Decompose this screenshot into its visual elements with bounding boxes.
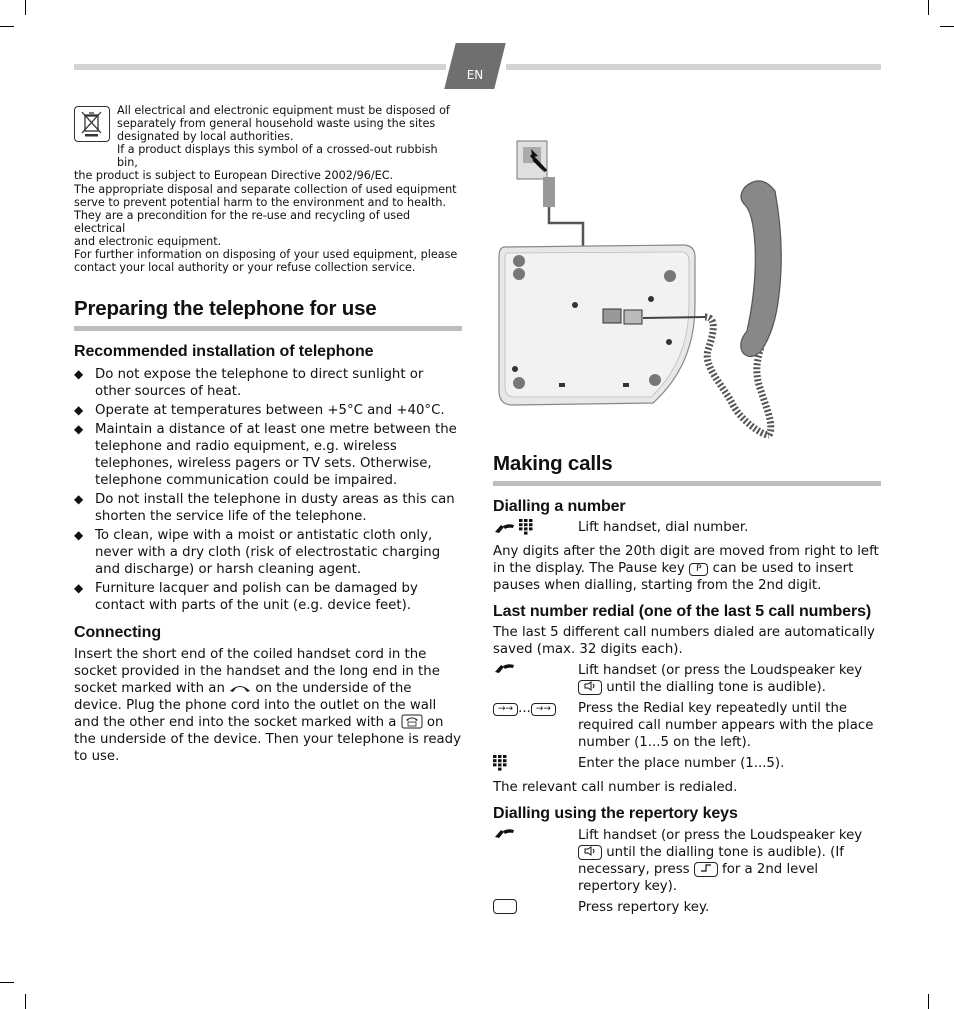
step-text: for a 2nd level repertory key). (578, 862, 819, 894)
disposal-line: the product is subject to European Directive 2002/96/EC. (74, 169, 394, 183)
redial-outro: The relevant call number is redialed. (493, 780, 738, 795)
keypad-icon (493, 760, 507, 775)
lift-handset-icon (493, 829, 515, 844)
disposal-line: separately from general household waste using the sites (117, 117, 436, 131)
step-icons (493, 899, 578, 917)
language-tab (444, 43, 505, 89)
disposal-line: designated by local authorities. (117, 130, 294, 144)
crop-mark (25, 0, 26, 15)
step-icons (493, 519, 578, 540)
step-text: Lift handset, dial number. (578, 520, 749, 535)
crop-mark (940, 26, 954, 27)
disposal-notice (74, 104, 462, 274)
subsection-title-redial: Last number redial (one of the last 5 call numbers) (493, 603, 872, 620)
disposal-line: All electrical and electronic equipment must be disposed of (117, 104, 450, 117)
language-tab-label: EN (466, 68, 484, 82)
crop-mark (0, 26, 14, 27)
telephone-connection-illustration (493, 135, 793, 440)
step-text: Press repertory key. (578, 900, 710, 915)
list-item: ◆ Do not install the telephone in dusty areas as this can shorten the service life of the telephone. (74, 491, 462, 525)
redial-key-icon: →→ (531, 703, 556, 716)
crop-mark (25, 994, 26, 1009)
step-row (493, 899, 881, 917)
list-item: ◆ Maintain a distance of at least one metre between the telephone and radio equipment, e.g. wireless telephones, wireless pagers or TV sets. Otherwise, telephone communication could be impaired. (74, 421, 462, 489)
section-title-preparing: Preparing the telephone for use (74, 297, 377, 321)
disposal-line: If a product displays this symbol of a crossed-out rubbish bin, (117, 143, 438, 170)
step-icons (493, 700, 578, 751)
crop-mark (0, 982, 14, 983)
list-item: ◆ Furniture lacquer and polish can be damaged by contact with parts of the unit (e.g. device feet). (74, 580, 462, 614)
connecting-text: on the underside of the device. Plug the phone cord into the outlet on the wall and the other end into the socket marked with a (74, 681, 437, 731)
keypad-icon (519, 524, 533, 539)
ellipsis: ... (518, 701, 531, 716)
step-text: until the dialling tone is audible). (606, 680, 826, 695)
disposal-line: For further information on disposing of your used equipment, please (74, 248, 458, 262)
subsection-title-installation: Recommended installation of telephone (74, 343, 374, 361)
section-title-making-calls: Making calls (493, 452, 613, 475)
redial-key-icon: →→ (493, 703, 518, 716)
disposal-text-full (74, 169, 462, 274)
pause-key-icon: P (689, 563, 708, 576)
step-text: Lift handset (or press the Loudspeaker key (578, 663, 863, 678)
dialling-text: Any digits after the 20th digit are moved from right to left in the display. The Pause key (493, 544, 879, 576)
left-column (74, 104, 462, 765)
handset-socket-icon (229, 681, 251, 696)
step-icons (493, 827, 578, 895)
list-item: ◆ Operate at temperatures between +5°C and +40°C. (74, 402, 462, 419)
shift-key-icon (694, 862, 718, 877)
step-text: Lift handset (or press the Loudspeaker key (578, 828, 863, 843)
header-rule-left (74, 64, 446, 70)
disposal-line: serve to prevent potential harm to the environment and to health. (74, 195, 447, 209)
disposal-line: contact your local authority or your refuse collection service. (74, 261, 416, 275)
connecting-text: on the underside of the device. Then your telephone is ready to use. (74, 715, 461, 765)
redial-intro: The last 5 different call numbers dialed are automatically saved (max. 32 digits each). (493, 625, 875, 657)
disposal-line: They are a precondition for the re-use and recycling of used electrical (74, 208, 411, 235)
telephone-socket-icon (401, 715, 423, 730)
list-item: ◆ To clean, wipe with a moist or antistatic cloth only, never with a dry cloth (risk of electrostatic charging and discharge) or harsh cleaning agent. (74, 527, 462, 578)
list-item: ◆ Do not expose the telephone to direct sunlight or other sources of heat. (74, 366, 462, 400)
step-text: Enter the place number (1...5). (578, 756, 785, 771)
step-row (493, 519, 881, 540)
step-row (493, 755, 881, 776)
step-row (493, 827, 881, 895)
dialling-text: can be used to insert pauses when dialling, starting from the 2nd digit. (493, 561, 854, 593)
disposal-text-indented (117, 104, 462, 169)
repertory-key-icon (493, 899, 517, 914)
subsection-title-connecting: Connecting (74, 624, 161, 642)
dialling-paragraph (493, 543, 881, 594)
right-column (493, 452, 881, 917)
disposal-line: and electronic equipment. (74, 234, 222, 248)
step-text: Press the Redial key repeatedly until the required call number appears with the place number (1...5 on the left). (578, 701, 874, 750)
loudspeaker-key-icon (578, 845, 602, 860)
disposal-line: The appropriate disposal and separate collection of used equipment (74, 182, 457, 196)
connecting-text: Insert the short end of the coiled handset cord in the socket provided in the handset and the long end in the socket marked with an (74, 647, 440, 697)
step-row (493, 700, 881, 751)
installation-bullet-list (74, 366, 462, 614)
crop-mark (928, 0, 929, 15)
step-icons (493, 755, 578, 776)
subsection-title-repertory: Dialling using the repertory keys (493, 805, 738, 822)
step-icons (493, 662, 578, 696)
step-row (493, 662, 881, 696)
lift-handset-icon (493, 524, 515, 539)
step-text: until the dialling tone is audible). (If necessary, press (578, 845, 844, 877)
subsection-title-dialling: Dialling a number (493, 498, 626, 515)
header-rule-right (506, 64, 881, 70)
loudspeaker-key-icon (578, 680, 602, 695)
lift-handset-icon (493, 664, 515, 679)
connecting-paragraph (74, 646, 462, 765)
crossed-out-bin-icon (74, 106, 110, 142)
crop-mark (928, 994, 929, 1009)
